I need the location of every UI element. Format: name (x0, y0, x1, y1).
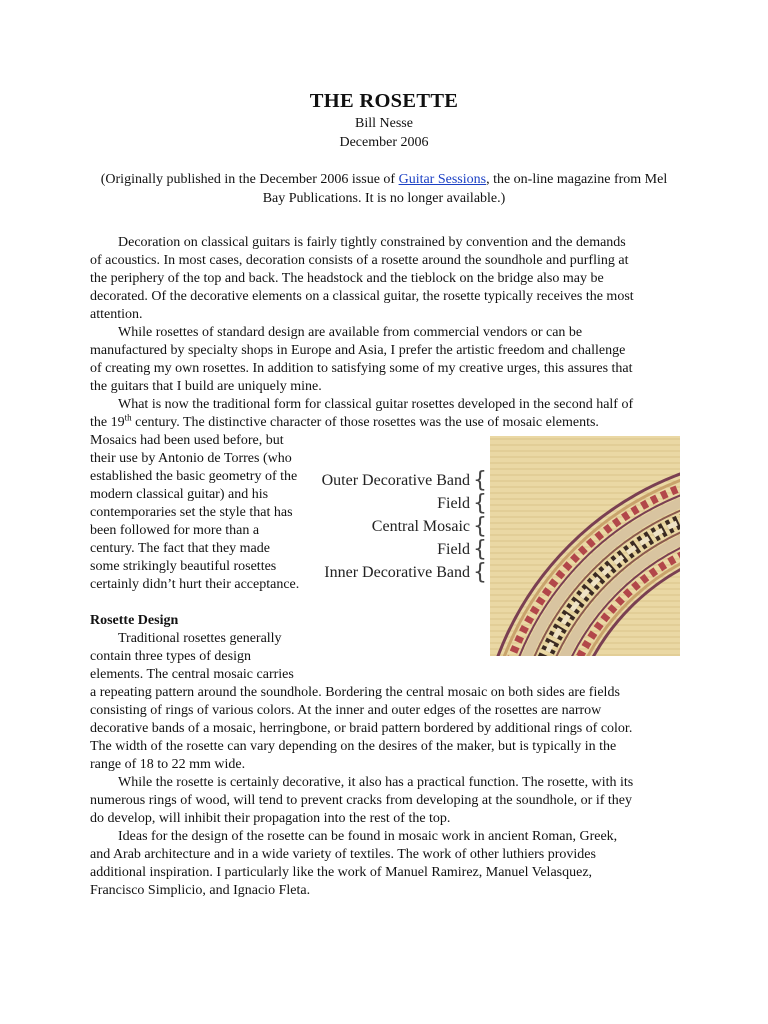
label-field-inner: Field (437, 541, 470, 558)
text-line: contemporaries set the style that has (90, 505, 293, 520)
text-line: elements. The central mosaic carries (90, 667, 294, 682)
text-line: the periphery of the top and back. The headstock and the tieblock on the bridge also may be (90, 271, 604, 286)
note-text-start: (Originally published in the December 2006 issue of (100, 172, 399, 187)
section-heading: Rosette Design (90, 613, 179, 628)
article-header (0, 88, 768, 152)
text-line: While rosettes of standard design are available from commercial vendors or can be (118, 325, 583, 340)
rosette-figure (318, 436, 680, 656)
text-line: Decoration on classical guitars is fairly tightly constrained by convention and the demands (118, 235, 626, 250)
brace-icon: { (473, 560, 487, 585)
brace-icon: { (473, 491, 487, 516)
guitar-sessions-link[interactable]: Guitar Sessions (398, 172, 487, 187)
article-title: THE ROSETTE (309, 90, 459, 112)
text-line: modern classical guitar) and his (90, 487, 269, 502)
text-line: Ideas for the design of the rosette can be found in mosaic work in ancient Roman, Greek, (118, 829, 618, 844)
text-line: numerous rings of wood, will tend to prevent cracks from developing at the soundhole, or if they (90, 793, 632, 808)
label-field-outer: Field (437, 495, 470, 512)
text-line: and Arab architecture and in a wide variety of textiles. The work of other luthiers provides (90, 847, 596, 862)
text-line: contain three types of design (90, 649, 251, 664)
text-line: their use by Antonio de Torres (who (90, 451, 292, 466)
text-line: decorated. Of the decorative elements on a classical guitar, the rosette typically receives the most (90, 289, 634, 304)
text-line: century. The fact that they made (90, 541, 270, 556)
brace-icon: { (473, 468, 487, 493)
brace-icon: { (473, 537, 487, 562)
label-central-mosaic: Central Mosaic (371, 518, 470, 535)
text-line: range of 18 to 22 mm wide. (90, 757, 246, 772)
text-line: consisting of rings of various colors. At the inner and outer edges of the rosettes are narrow (90, 703, 602, 718)
text-line: do develop, will inhibit their propagation into the rest of the top. (90, 811, 451, 826)
text-line (90, 414, 599, 432)
label-outer-decorative-band: Outer Decorative Band (321, 472, 470, 489)
label-inner-decorative-band: Inner Decorative Band (324, 564, 470, 581)
publication-note (90, 170, 678, 208)
publication-date: December 2006 (339, 135, 429, 150)
text-line: decorative bands of a mosaic, herringbone, or braid pattern bordered by additional rings of color. (90, 721, 633, 736)
text-line: of creating my own rosettes. In addition to satisfying some of my creative urges, this assures that (90, 361, 633, 376)
text-line: additional inspiration. I particularly like the work of Manuel Ramirez, Manuel Velasquez, (90, 865, 593, 880)
author-name: Bill Nesse (355, 116, 413, 131)
text-line: The width of the rosette can vary depending on the desires of the maker, but is typically in the (90, 739, 617, 754)
text-line: a repeating pattern around the soundhole. Bordering the central mosaic on both sides are fields (90, 685, 620, 700)
text-line: of acoustics. In most cases, decoration consists of a rosette around the soundhole and purfling at (90, 253, 629, 268)
text-line: While the rosette is certainly decorative, it also has a practical function. The rosette, with its (118, 775, 634, 790)
superscript: th (124, 412, 132, 423)
text-line: been followed for more than a (90, 523, 260, 538)
text-line: certainly didn’t hurt their acceptance. (90, 577, 300, 592)
text-line: attention. (90, 307, 143, 322)
text-line: Traditional rosettes generally (118, 631, 282, 646)
text-fragment: century. The distinctive character of those rosettes was the use of mosaic elements. (131, 415, 599, 430)
text-line: some strikingly beautiful rosettes (90, 559, 277, 574)
text-line: manufactured by specialty shops in Europe and Asia, I prefer the artistic freedom and challenge (90, 343, 626, 358)
rosette-photo (490, 436, 680, 656)
note-text-end: , the on-line magazine from Mel Bay Publications. It is no longer available.) (262, 172, 668, 206)
text-line: the guitars that I build are uniquely mine. (90, 379, 322, 394)
text-line: established the basic geometry of the (90, 469, 298, 484)
text-line: Francisco Simplicio, and Ignacio Fleta. (90, 883, 311, 898)
text-line: What is now the traditional form for classical guitar rosettes developed in the second half of (118, 397, 634, 412)
text-line: Mosaics had been used before, but (90, 433, 284, 448)
text-fragment: the 19 (90, 415, 125, 430)
brace-icon: { (473, 514, 487, 539)
